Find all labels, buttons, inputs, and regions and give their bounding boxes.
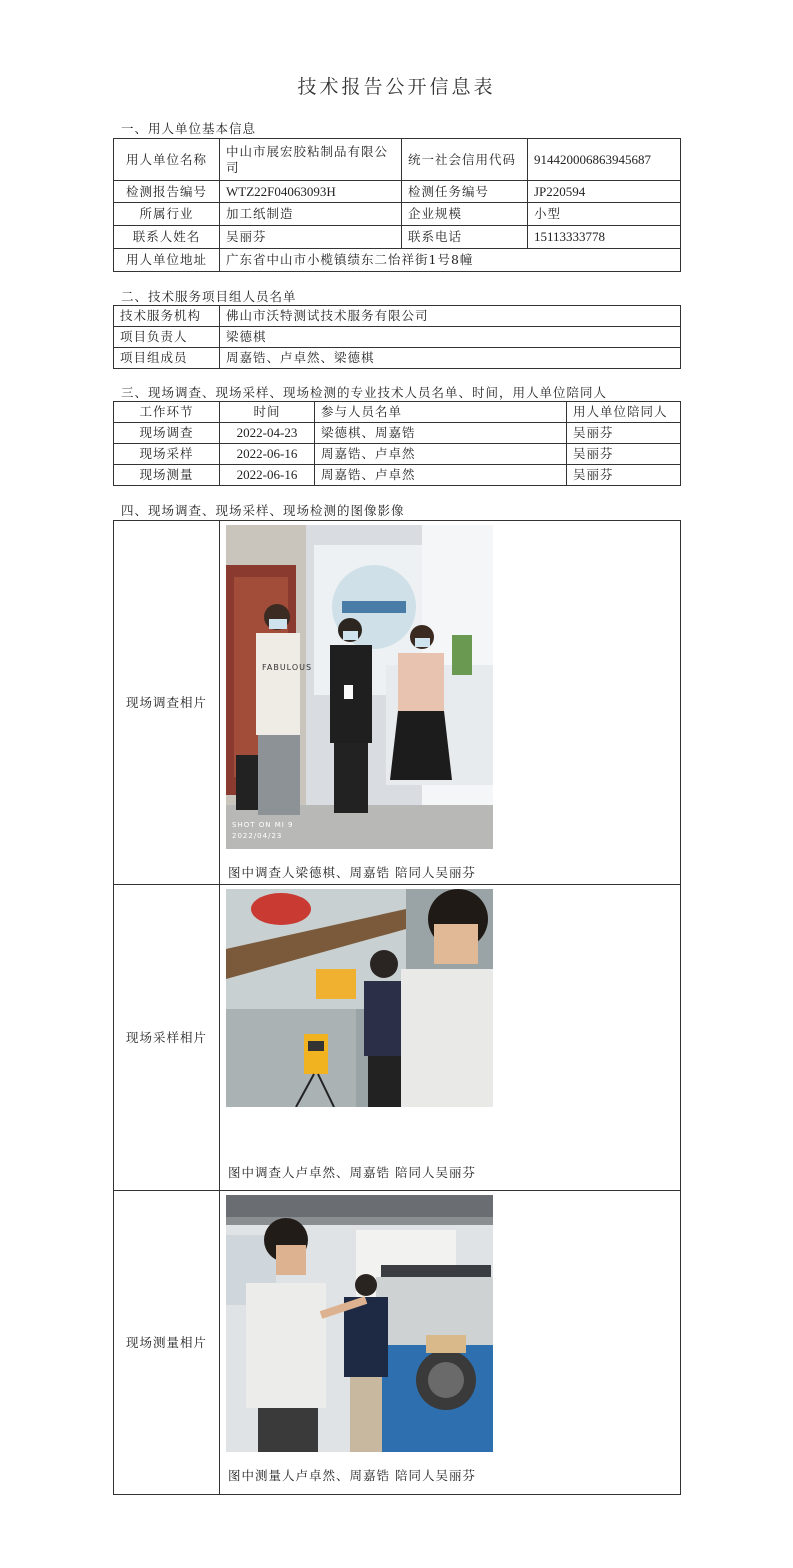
table-row (114, 139, 681, 181)
staff-cell: 周嘉锆、卢卓然 (315, 465, 567, 486)
value-cell: 吴丽芬 (220, 226, 402, 249)
photo-caption: 图中调查人卢卓然、周嘉锆 陪同人吴丽芬 (228, 1165, 476, 1180)
stage-cell: 现场采样 (114, 444, 220, 465)
header-cell: 用人单位陪同人 (567, 402, 681, 423)
stage-cell: 现场调查 (114, 423, 220, 444)
table-row (114, 249, 681, 272)
section4-heading: 四、现场调查、现场采样、现场检测的图像影像 (121, 503, 405, 518)
personnel-table (113, 401, 681, 486)
photo-cell (220, 521, 681, 885)
section1-heading: 一、用人单位基本信息 (121, 121, 257, 136)
label-cell: 项目组成员 (114, 348, 220, 369)
header-cell: 时间 (220, 402, 315, 423)
address-cell: 广东省中山市小榄镇绩东二怡祥街1号8幢 (220, 249, 681, 272)
photo-row (114, 1191, 681, 1495)
shirt-text: FABULOUS (262, 663, 313, 672)
value-cell: 梁德棋 (220, 327, 681, 348)
value-cell: WTZ22F04063093H (220, 181, 402, 203)
photos-table (113, 520, 681, 1495)
table-row (114, 423, 681, 444)
survey-photo-image (226, 525, 493, 849)
escort-cell: 吴丽芬 (567, 465, 681, 486)
photo-cell (220, 885, 681, 1191)
label-cell: 统一社会信用代码 (402, 139, 528, 181)
table-row (114, 306, 681, 327)
unit-info-table (113, 138, 681, 272)
section3-heading: 三、现场调查、现场采样、现场检测的专业技术人员名单、时间，用人单位陪同人 (121, 385, 608, 400)
date-cell: 2022-06-16 (220, 444, 315, 465)
page-title: 技术报告公开信息表 (297, 76, 496, 98)
stage-cell: 现场测量 (114, 465, 220, 486)
staff-cell: 梁德棋、周嘉锆 (315, 423, 567, 444)
label-cell: 检测任务编号 (402, 181, 528, 203)
table-row (114, 465, 681, 486)
value-cell: 15113333778 (528, 226, 681, 249)
table-row (114, 203, 681, 226)
table-row (114, 181, 681, 203)
table-row (114, 327, 681, 348)
value-cell: 中山市展宏胶粘制品有限公司 (220, 139, 402, 181)
photo-row (114, 885, 681, 1191)
value-cell: 加工纸制造 (220, 203, 402, 226)
header-cell: 工作环节 (114, 402, 220, 423)
escort-cell: 吴丽芬 (567, 444, 681, 465)
label-cell: 联系人姓名 (114, 226, 220, 249)
value-cell: 佛山市沃特测试技术服务有限公司 (220, 306, 681, 327)
watermark-date: 2022/04/23 (232, 832, 283, 840)
label-cell: 企业规模 (402, 203, 528, 226)
value-cell: 小型 (528, 203, 681, 226)
label-cell: 所属行业 (114, 203, 220, 226)
value-cell: JP220594 (528, 181, 681, 203)
sampling-photo-image (226, 889, 493, 1107)
label-cell: 检测报告编号 (114, 181, 220, 203)
header-cell: 参与人员名单 (315, 402, 567, 423)
section2-heading: 二、技术服务项目组人员名单 (121, 289, 297, 304)
label-cell: 项目负责人 (114, 327, 220, 348)
photo-label: 现场调查相片 (114, 521, 220, 885)
photo-label: 现场测量相片 (114, 1191, 220, 1495)
sampling-photo (226, 889, 493, 1107)
date-cell: 2022-04-23 (220, 423, 315, 444)
label-cell: 技术服务机构 (114, 306, 220, 327)
label-cell: 用人单位名称 (114, 139, 220, 181)
staff-cell: 周嘉锆、卢卓然 (315, 444, 567, 465)
value-cell: 914420006863945687 (528, 139, 681, 181)
measurement-photo-image (226, 1195, 493, 1452)
photo-caption: 图中测量人卢卓然、周嘉锆 陪同人吴丽芬 (228, 1468, 476, 1483)
label-cell: 用人单位地址 (114, 249, 220, 272)
table-row (114, 348, 681, 369)
table-header-row (114, 402, 681, 423)
photo-cell (220, 1191, 681, 1495)
date-cell: 2022-06-16 (220, 465, 315, 486)
escort-cell: 吴丽芬 (567, 423, 681, 444)
watermark-text: SHOT ON MI 9 (232, 821, 294, 829)
photo-caption: 图中调查人梁德棋、周嘉锆 陪同人吴丽芬 (228, 865, 476, 880)
survey-photo (226, 525, 493, 849)
team-table (113, 305, 681, 369)
photo-row (114, 521, 681, 885)
value-cell: 周嘉锆、卢卓然、梁德棋 (220, 348, 681, 369)
measurement-photo (226, 1195, 493, 1452)
table-row (114, 226, 681, 249)
label-cell: 联系电话 (402, 226, 528, 249)
photo-label: 现场采样相片 (114, 885, 220, 1191)
table-row (114, 444, 681, 465)
